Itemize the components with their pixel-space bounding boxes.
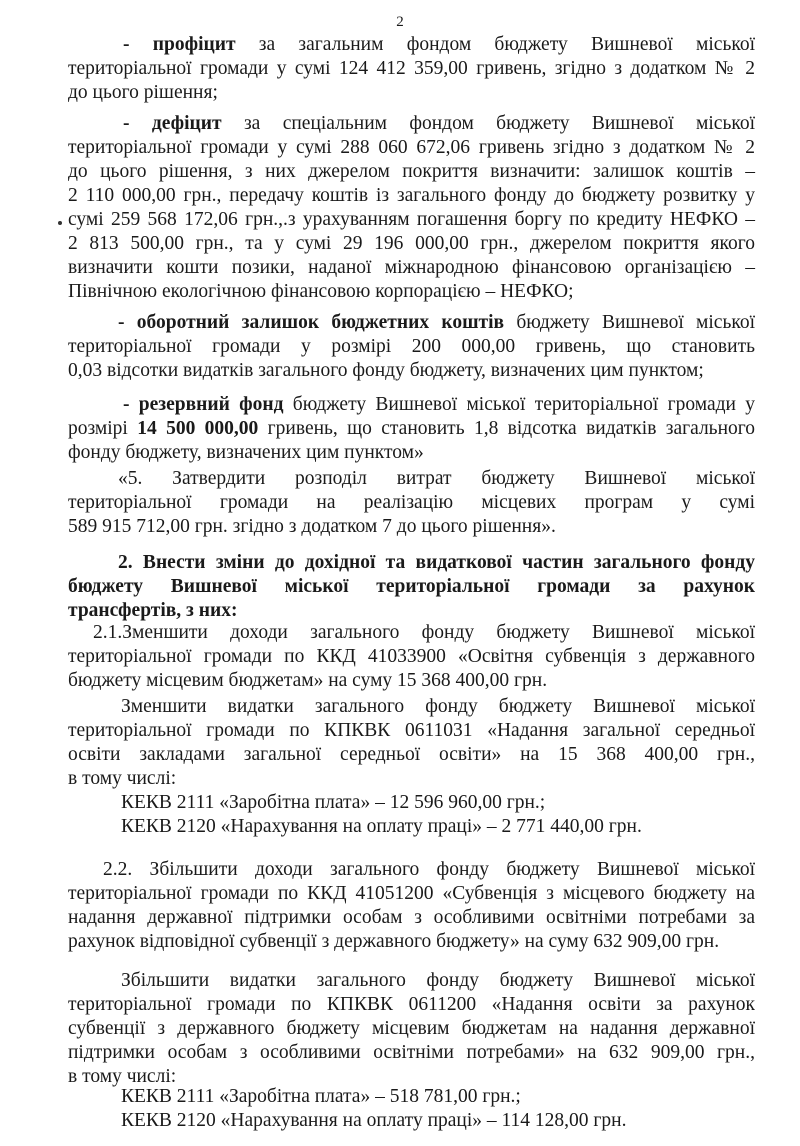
section2-heading-line-1: 2. Внести зміни до дохідної та видаткової частин загального фонду xyxy=(118,552,755,573)
surplus-line-1: - профіцит за загальним фондом бюджету Вишневої міської xyxy=(123,34,755,55)
item22-line-1: 2.2. Збільшити доходи загального фонду бюджету Вишневої міської xyxy=(103,859,755,880)
deficit-line-6: 2 813 500,00 грн., та у сумі 29 196 000,00 грн., джерелом покриття якого xyxy=(68,233,755,254)
working-balance-line-3: 0,03 відсотки видатків загального фонду бюджету, визначених цим пунктом; xyxy=(68,360,704,381)
item22-exp-line-1: Збільшити видатки загального фонду бюджету Вишневої міської xyxy=(121,970,755,991)
item5-line-2: територіальної громади на реалізацію місцевих програм у сумі xyxy=(68,492,755,513)
item22-line-2: територіальної громади по ККД 41051200 «Субвенція з місцевого бюджету на xyxy=(68,883,755,904)
item5-line-1: «5. Затвердити розподіл витрат бюджету Вишневої міської xyxy=(118,468,755,489)
reserve-fund-line-2: розмірі 14 500 000,00 гривень, що становить 1,8 відсотка видатків загального xyxy=(68,418,756,439)
deficit-line-5: сумі 259 568 172,06 грн.,.з урахуванням погашення боргу по кредиту НЕФКО – xyxy=(68,209,755,230)
item22-exp-line-4: підтримки особам з особливими освітніми потребами» на 632 909,00 грн., xyxy=(68,1042,755,1063)
item21-kekv-2120: КЕКВ 2120 «Нарахування на оплату праці» – 2 771 440,00 грн. xyxy=(121,816,642,837)
item22-exp-line-2: територіальної громади по КПКВК 0611200 «Надання освіти за рахунок xyxy=(68,994,755,1015)
item21-exp-line-2: територіальної громади по КПКВК 0611031 «Надання загальної середньої xyxy=(68,720,755,741)
item21-line-1: 2.1.Зменшити доходи загального фонду бюджету Вишневої міської xyxy=(93,622,755,643)
surplus-line-3: до цього рішення; xyxy=(68,82,218,103)
item21-line-3: бюджету місцевим бюджетам» на суму 15 368 400,00 грн. xyxy=(68,670,548,691)
item21-line-2: територіальної громади по ККД 41033900 «Освітня субвенція з державного xyxy=(68,646,755,667)
deficit-line-8: Північною екологічною фінансовою корпорацією – НЕФКО; xyxy=(68,281,574,302)
deficit-line-3: до цього рішення, з них джерелом покриття визначити: залишок коштів – xyxy=(68,161,755,182)
working-balance-line-2: територіальної громади у розмірі 200 000,00 гривень, що становить xyxy=(68,336,755,357)
deficit-line-7: визначити кошти позики, наданої міжнародною фінансовою організацією – xyxy=(68,257,755,278)
item21-kekv-2111: КЕКВ 2111 «Заробітна плата» – 12 596 960,00 грн.; xyxy=(121,792,546,813)
deficit-line-2: територіальної громади у сумі 288 060 672,06 гривень згідно з додатком № 2 xyxy=(68,137,755,158)
item22-exp-line-5: в тому числі: xyxy=(68,1066,177,1087)
deficit-line-4: 2 110 000,00 грн., передачу коштів із загального фонду до бюджету розвитку у xyxy=(68,185,755,206)
scan-speck xyxy=(58,221,62,225)
surplus-line-2: територіальної громади у сумі 124 412 359,00 гривень, згідно з додатком № 2 xyxy=(68,58,755,79)
item22-kekv-2120: КЕКВ 2120 «Нарахування на оплату праці» – 114 128,00 грн. xyxy=(121,1110,627,1131)
item22-line-4: рахунок відповідної субвенції з державного бюджету» на суму 632 909,00 грн. xyxy=(68,931,720,952)
item21-exp-line-4: в тому числі: xyxy=(68,768,177,789)
item5-line-3: 589 915 712,00 грн. згідно з додатком 7 до цього рішення». xyxy=(68,516,556,537)
item21-exp-line-1: Зменшити видатки загального фонду бюджету Вишневої міської xyxy=(121,696,755,717)
working-balance-line-1: - оборотний залишок бюджетних коштів бюджету Вишневої міської xyxy=(118,312,755,333)
section2-heading-line-2: бюджету Вишневої міської територіальної громади за рахунок xyxy=(68,576,755,597)
item22-line-3: надання державної підтримки особам з особливими освітніми потребами за xyxy=(68,907,755,928)
item22-kekv-2111: КЕКВ 2111 «Заробітна плата» – 518 781,00 грн.; xyxy=(121,1086,521,1107)
page-number: 2 xyxy=(396,14,404,30)
reserve-fund-line-3: фонду бюджету, визначених цим пунктом» xyxy=(68,442,424,463)
deficit-line-1: - дефіцит за спеціальним фондом бюджету Вишневої міської xyxy=(123,113,755,134)
reserve-fund-line-1: - резервний фонд бюджету Вишневої міської територіальної громади у xyxy=(123,394,755,415)
section2-heading-line-3: трансфертів, з них: xyxy=(68,600,238,621)
item22-exp-line-3: субвенції з державного бюджету місцевим бюджетам на надання державної xyxy=(68,1018,755,1039)
item21-exp-line-3: освіти закладами загальної середньої освіти» на 15 368 400,00 грн., xyxy=(68,744,755,765)
